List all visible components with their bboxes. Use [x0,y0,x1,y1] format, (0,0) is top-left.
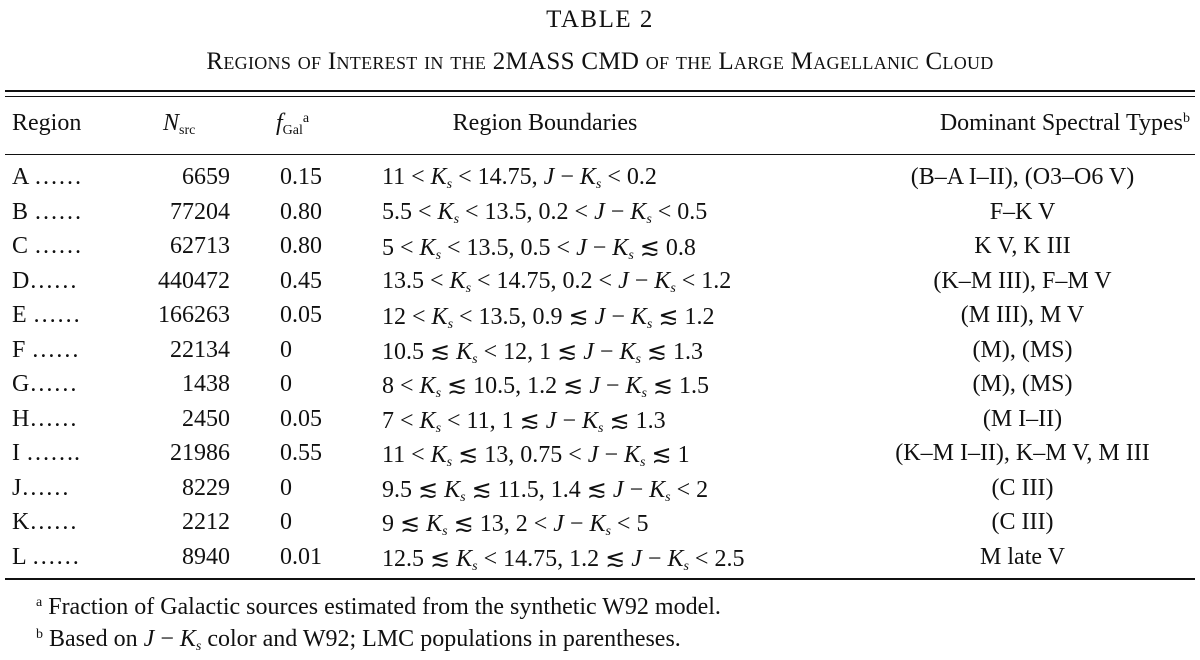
bottom-rule [5,578,1195,580]
cell-bounds: $7 < K_s < 11$, 1 ≲ $J - K_s$ ≲ 1.3 [382,407,666,436]
cell-fgal: 0.55 [280,440,322,466]
cell-nsrc: 8940 [182,543,230,570]
cell-region: E …… [12,302,81,328]
cell-region: L …… [12,543,80,570]
cell-nsrc: 166263 [158,302,230,328]
table-label: TABLE 2 [546,6,654,33]
cell-nsrc: 8229 [182,474,230,501]
cell-nsrc: 77204 [170,198,230,225]
table-row [0,402,1200,437]
cell-region: D…… [12,267,78,294]
cell-bounds: $11 < K_s$ ≲ 13, $0.75 < J - K_s$ ≲ 1 [382,442,690,470]
cell-region: C …… [12,233,83,259]
cell-bounds: 10.5 ≲ $K_s < 12$, 1 ≲ $J - K_s$ ≲ 1.3 [382,338,704,367]
cell-bounds: $8 < K_s$ ≲ 10.5, 1.2 ≲ $J - K_s$ ≲ 1.5 [382,373,710,401]
cell-spectral-types: (K–M III), F–M V [933,267,1112,294]
cell-fgal: 0.15 [280,164,322,190]
cell-spectral-types: (M III), M V [960,302,1085,328]
cell-bounds: $11 < K_s < 14.75$, $J - K_s < 0.2$ [382,164,657,192]
cell-bounds: $13.5 < K_s < 14.75$, $0.2 < J - K_s < 1.2$ [382,267,732,296]
cell-fgal: 0 [280,371,292,397]
cell-nsrc: 21986 [170,440,230,466]
cell-bounds: $12 < K_s < 13.5$, 0.9 ≲ $J - K_s$ ≲ 1.2 [382,304,715,332]
cell-spectral-types: M late V [980,543,1065,570]
table-row [0,160,1200,195]
cell-nsrc: 2450 [182,405,230,432]
footnote-a: $^a$ Fraction of Galactic sources estimated from the synthetic W92 model. [36,594,721,620]
cell-spectral-types: (B–A I–II), (O3–O6 V) [910,164,1135,190]
cell-fgal: 0 [280,474,292,501]
cell-fgal: 0.05 [280,405,322,432]
cell-spectral-types: (C III) [991,474,1054,501]
cell-region: B …… [12,198,83,225]
cell-region: A …… [12,164,83,190]
cell-spectral-types: (C III) [991,509,1054,535]
cell-region: H…… [12,405,78,432]
top-rule [5,90,1195,92]
cell-bounds: 9 ≲ $K_s$ ≲ 13, $2 < J - K_s < 5$ [382,511,649,539]
cell-spectral-types: F–K V [989,198,1056,225]
cell-nsrc: 62713 [170,233,230,259]
table-row [0,471,1200,506]
header-rule [5,154,1195,155]
table-row [0,333,1200,368]
table-row [0,436,1200,471]
cell-spectral-types: (M), (MS) [972,336,1073,363]
cell-fgal: 0.05 [280,302,322,328]
cell-bounds: $5 < K_s < 13.5$, $0.5 < J - K_s$ ≲ 0.8 [382,235,696,263]
footnote-b: $^b$ Based on $J - K_s$ color and W92; LMC populations in parentheses. [36,626,681,654]
header-fgal: $f_{Gal}^a$ [276,110,310,138]
top-rule-thin [5,96,1195,97]
cell-spectral-types: K V, K III [974,233,1071,259]
cell-spectral-types: (K–M I–II), K–M V, M III [895,440,1150,466]
header-spectral-types: Dominant Spectral Types$^b$ [939,110,1190,136]
cell-nsrc: 1438 [182,371,230,397]
header-bounds: Region Boundaries [452,110,638,136]
cell-nsrc: 2212 [182,509,230,535]
table-row [0,298,1200,333]
cell-fgal: 0 [280,509,292,535]
cell-spectral-types: (M I–II) [982,405,1063,432]
table-row [0,540,1200,575]
cell-region: J…… [12,474,70,501]
table-row [0,505,1200,540]
cell-fgal: 0.80 [280,198,322,225]
cell-region: K…… [12,509,78,535]
cell-fgal: 0.80 [280,233,322,259]
cell-bounds: $5.5 < K_s < 13.5$, $0.2 < J - K_s < 0.5$ [382,198,708,227]
cell-nsrc: 440472 [158,267,230,294]
cell-spectral-types: (M), (MS) [972,371,1073,397]
cell-region: I ……. [12,440,80,466]
cell-nsrc: 6659 [182,164,230,190]
cell-fgal: 0.45 [280,267,322,294]
table-row [0,367,1200,402]
cell-fgal: 0.01 [280,543,322,570]
cell-fgal: 0 [280,336,292,363]
table-body [0,160,1200,574]
table-title: Regions of Interest in the 2MASS CMD of the Large Magellanic Cloud [206,48,994,75]
header-region: Region [12,110,82,136]
cell-bounds: 12.5 ≲ $K_s < 14.75$, 1.2 ≲ $J - K_s < 2.5$ [382,545,745,574]
cell-region: G…… [12,371,78,397]
table-row [0,264,1200,299]
header-nsrc: $N_{src}$ [163,110,196,138]
cell-region: F …… [12,336,80,363]
cell-bounds: 9.5 ≲ $K_s$ ≲ 11.5, 1.4 ≲ $J - K_s < 2$ [382,476,709,505]
table-row [0,229,1200,264]
cell-nsrc: 22134 [170,336,230,363]
table-row [0,195,1200,230]
